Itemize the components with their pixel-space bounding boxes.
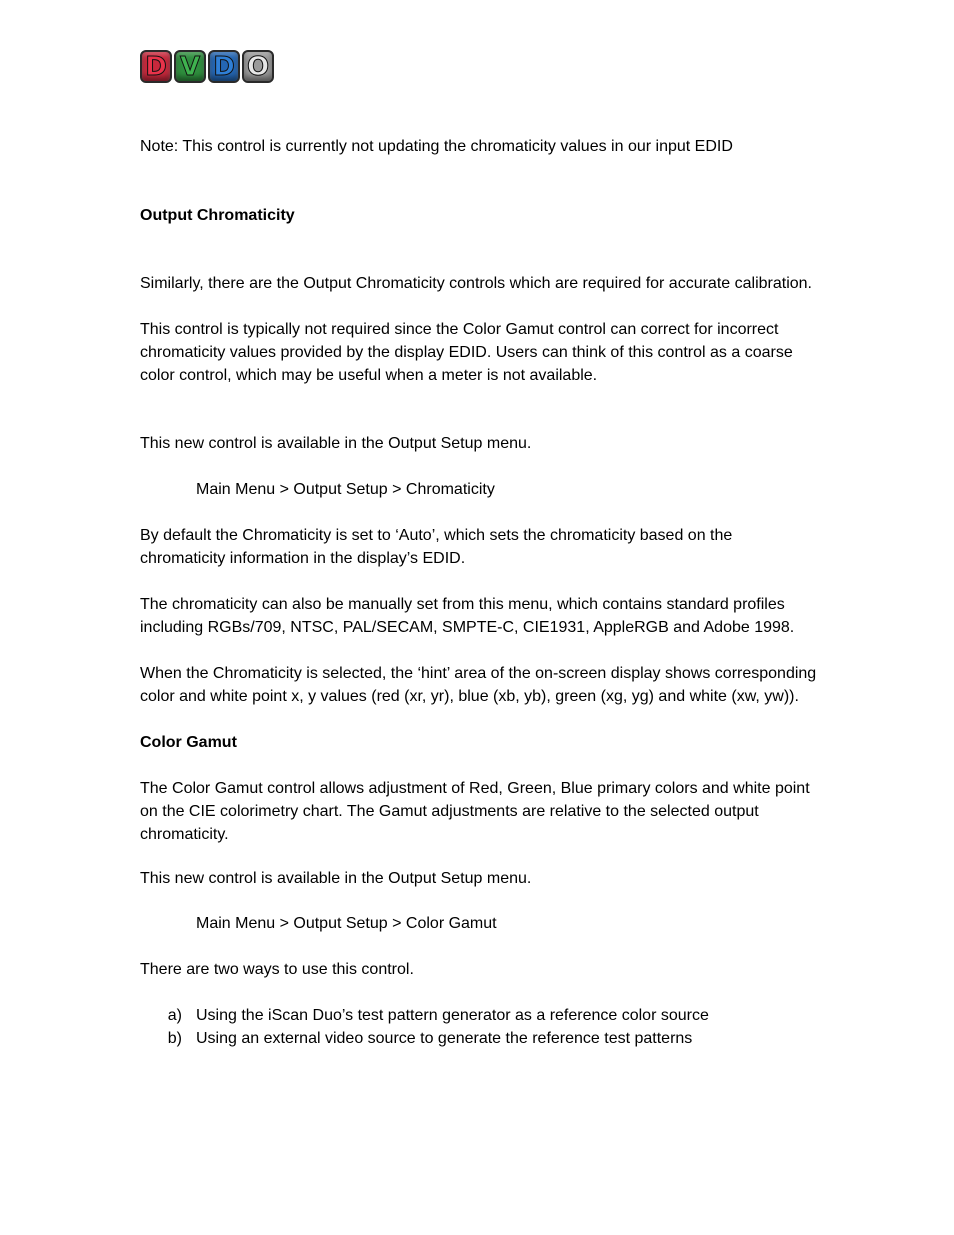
paragraph-3: This new control is available in the Output Setup menu. — [140, 435, 532, 452]
usage-list — [140, 1004, 820, 1050]
note-paragraph: Note: This control is currently not updating the chromaticity values in our input EDID — [140, 138, 733, 155]
paragraph-1: Similarly, there are the Output Chromaticity controls which are required for accurate calibration. — [140, 275, 812, 292]
list-marker: a) — [167, 1007, 182, 1024]
logo-letter-v: V — [174, 50, 206, 83]
paragraph-8: This new control is available in the Output Setup menu. — [140, 870, 532, 887]
paragraph-7: The Color Gamut control allows adjustment of Red, Green, Blue primary colors and white point on the CIE colorimetry chart. The Gamut adjustments are relative to the selected output chromaticity. — [140, 780, 810, 843]
paragraph-6: When the Chromaticity is selected, the ‘hint’ area of the on-screen display shows corresponding color and white point x, y values (red (xr, yr), blue (xb, yb), green (xg, yg) and white (xw, yw)). — [140, 665, 817, 705]
paragraph-5: The chromaticity can also be manually set from this menu, which contains standard profiles including RGBs/709, NTSC, PAL/SECAM, SMPTE-C, CIE1931, AppleRGB and Adobe 1998. — [140, 596, 795, 636]
menu-path-color-gamut: Main Menu > Output Setup > Color Gamut — [196, 915, 497, 932]
list-item-text: Using the iScan Duo’s test pattern generator as a reference color source — [196, 1007, 709, 1024]
paragraph-4: By default the Chromaticity is set to ‘Auto’, which sets the chromaticity based on the chromaticity information in the display’s EDID. — [140, 527, 733, 567]
list-marker: b) — [167, 1030, 182, 1047]
logo-letter-d1: D — [140, 50, 172, 83]
dvdo-logo — [140, 50, 274, 83]
logo-letter-o: O — [242, 50, 274, 83]
paragraph-2: This control is typically not required since the Color Gamut control can correct for incorrect chromaticity values provided by the display EDID. Users can think of this control as a coarse color control, which may be useful when a meter is not available. — [140, 321, 793, 384]
logo-letter-d2: D — [208, 50, 240, 83]
menu-path-chromaticity: Main Menu > Output Setup > Chromaticity — [196, 481, 495, 498]
list-item — [140, 1027, 820, 1050]
document-body — [140, 135, 820, 1050]
section-heading-output-chromaticity: Output Chromaticity — [140, 207, 295, 224]
list-item-text: Using an external video source to generate the reference test patterns — [196, 1030, 693, 1047]
paragraph-9: There are two ways to use this control. — [140, 961, 414, 978]
list-item — [140, 1004, 820, 1027]
section-heading-color-gamut: Color Gamut — [140, 734, 237, 751]
